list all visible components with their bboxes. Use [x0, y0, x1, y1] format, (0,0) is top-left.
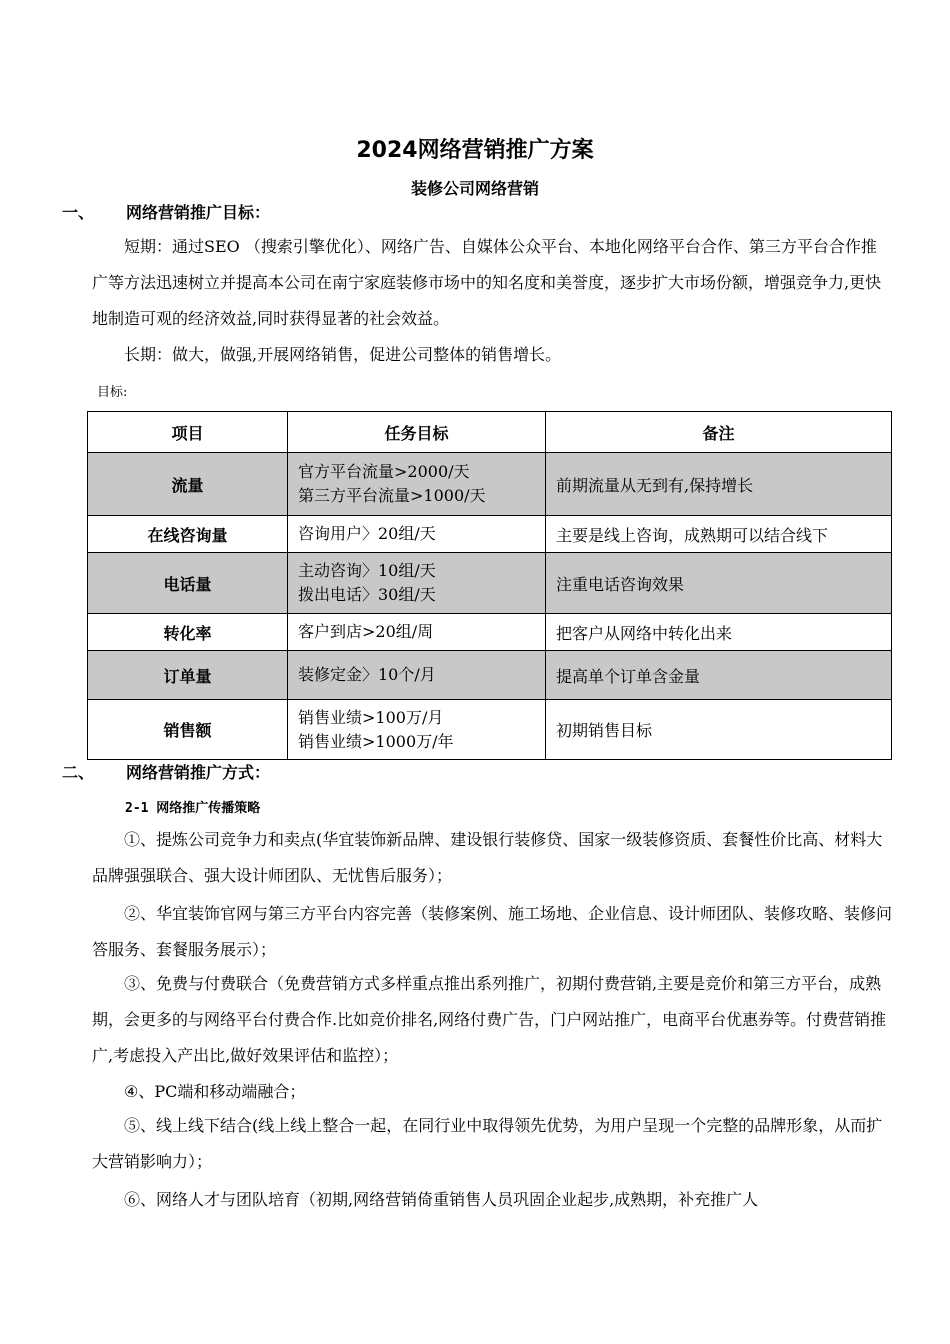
section-1-title: 网络营销推广目标： — [126, 203, 271, 222]
section-1-heading — [62, 201, 270, 225]
table-row — [88, 651, 892, 700]
strategy-item: ②、华宜装饰官网与第三方平台内容完善（装修案例、施工场地、企业信息、设计师团队、装修攻略、装修问答服务、套餐服务展示）； — [92, 904, 893, 959]
section-2-title: 网络营销推广方式： — [126, 763, 271, 782]
goal-line: 官方平台流量>2000/天 — [298, 462, 470, 481]
row-note: 前期流量从无到有,保持增长 — [546, 453, 892, 516]
goal-line: 销售业绩>100万/月 — [298, 707, 444, 727]
row-item: 订单量 — [88, 651, 288, 700]
document-subtitle: 装修公司网络营销 — [410, 179, 539, 198]
row-item: 流量 — [88, 453, 288, 516]
table-row — [88, 553, 892, 614]
table-row — [88, 614, 892, 651]
strategy-item: ①、提炼公司竞争力和卖点(华宜装饰新品牌、建设银行装修贷、国家一级装修资质、套餐性价比高、材料大品牌强强联合、强大设计师团队、无忧售后服务）； — [92, 830, 883, 885]
section-2-number: 二、 — [62, 763, 95, 782]
goal-line: 咨询用户〉20组/天 — [298, 524, 436, 543]
strategy-item: ⑥、网络人才与团队培育（初期,网络营销倚重销售人员巩固企业起步,成熟期，补充推广人 — [124, 1190, 759, 1209]
row-goals — [288, 553, 546, 614]
subsection-heading: 2-1 网络推广传播策略 — [125, 801, 261, 816]
goal-line: 主动咨询〉10组/天 — [298, 561, 436, 580]
table-row — [88, 700, 892, 760]
table-header-row — [88, 412, 892, 453]
row-goals — [288, 651, 546, 700]
row-item: 销售额 — [88, 700, 288, 760]
table-row — [88, 516, 892, 553]
row-note: 提高单个订单含金量 — [546, 651, 892, 700]
strategy-item: ④、PC端和移动端融合； — [124, 1082, 306, 1101]
section-1-number: 一、 — [62, 203, 95, 222]
row-item: 转化率 — [88, 614, 288, 651]
document-title: 2024网络营销推广方案 — [356, 138, 594, 163]
goal-line: 销售业绩>1000万/年 — [298, 731, 454, 751]
row-note: 主要是线上咨询，成熟期可以结合线下 — [546, 516, 892, 553]
target-label: 目标: — [97, 385, 128, 400]
row-note: 初期销售目标 — [546, 700, 892, 760]
row-goals — [288, 614, 546, 651]
goal-line: 拨出电话〉30组/天 — [298, 585, 436, 604]
row-note: 把客户从网络中转化出来 — [546, 614, 892, 651]
goal-line: 装修定金〉10个/月 — [298, 665, 436, 684]
row-item: 电话量 — [88, 553, 288, 614]
short-term-paragraph: 短期：通过SEO （搜索引擎优化）、网络广告、自媒体公众平台、本地化网络平台合作、第三方平台合作推广等方法迅速树立并提高本公司在南宁家庭装修市场中的知名度和美誉度，逐步扩大市场份额，增强竞争力,更快地制造可观的经济效益,同时获得显著的社会效益。 — [92, 237, 882, 328]
strategy-item: ③、免费与付费联合（免费营销方式多样重点推出系列推广，初期付费营销,主要是竞价和第三方平台，成熟期，会更多的与网络平台付费合作.比如竞价排名,网络付费广告，门户网站推广，电商平台优惠券等。付费营销推广,考虑投入产出比,做好效果评估和监控）； — [92, 974, 887, 1065]
targets-table — [87, 411, 892, 760]
row-item: 在线咨询量 — [88, 516, 288, 553]
section-2-heading — [62, 761, 270, 785]
goal-line: 客户到店>20组/周 — [298, 622, 434, 641]
header-goal: 任务目标 — [288, 412, 546, 453]
header-item: 项目 — [88, 412, 288, 453]
table-row — [88, 453, 892, 516]
row-note: 注重电话咨询效果 — [546, 553, 892, 614]
strategy-item: ⑤、线上线下结合(线上线上整合一起，在同行业中取得领先优势，为用户呈现一个完整的品牌形象，从而扩大营销影响力）； — [92, 1116, 883, 1171]
header-note: 备注 — [546, 412, 892, 453]
row-goals — [288, 700, 546, 760]
goal-line: 第三方平台流量>1000/天 — [298, 486, 486, 505]
row-goals — [288, 453, 546, 516]
row-goals — [288, 516, 546, 553]
long-term-paragraph: 长期：做大，做强,开展网络销售，促进公司整体的销售增长。 — [124, 345, 562, 364]
